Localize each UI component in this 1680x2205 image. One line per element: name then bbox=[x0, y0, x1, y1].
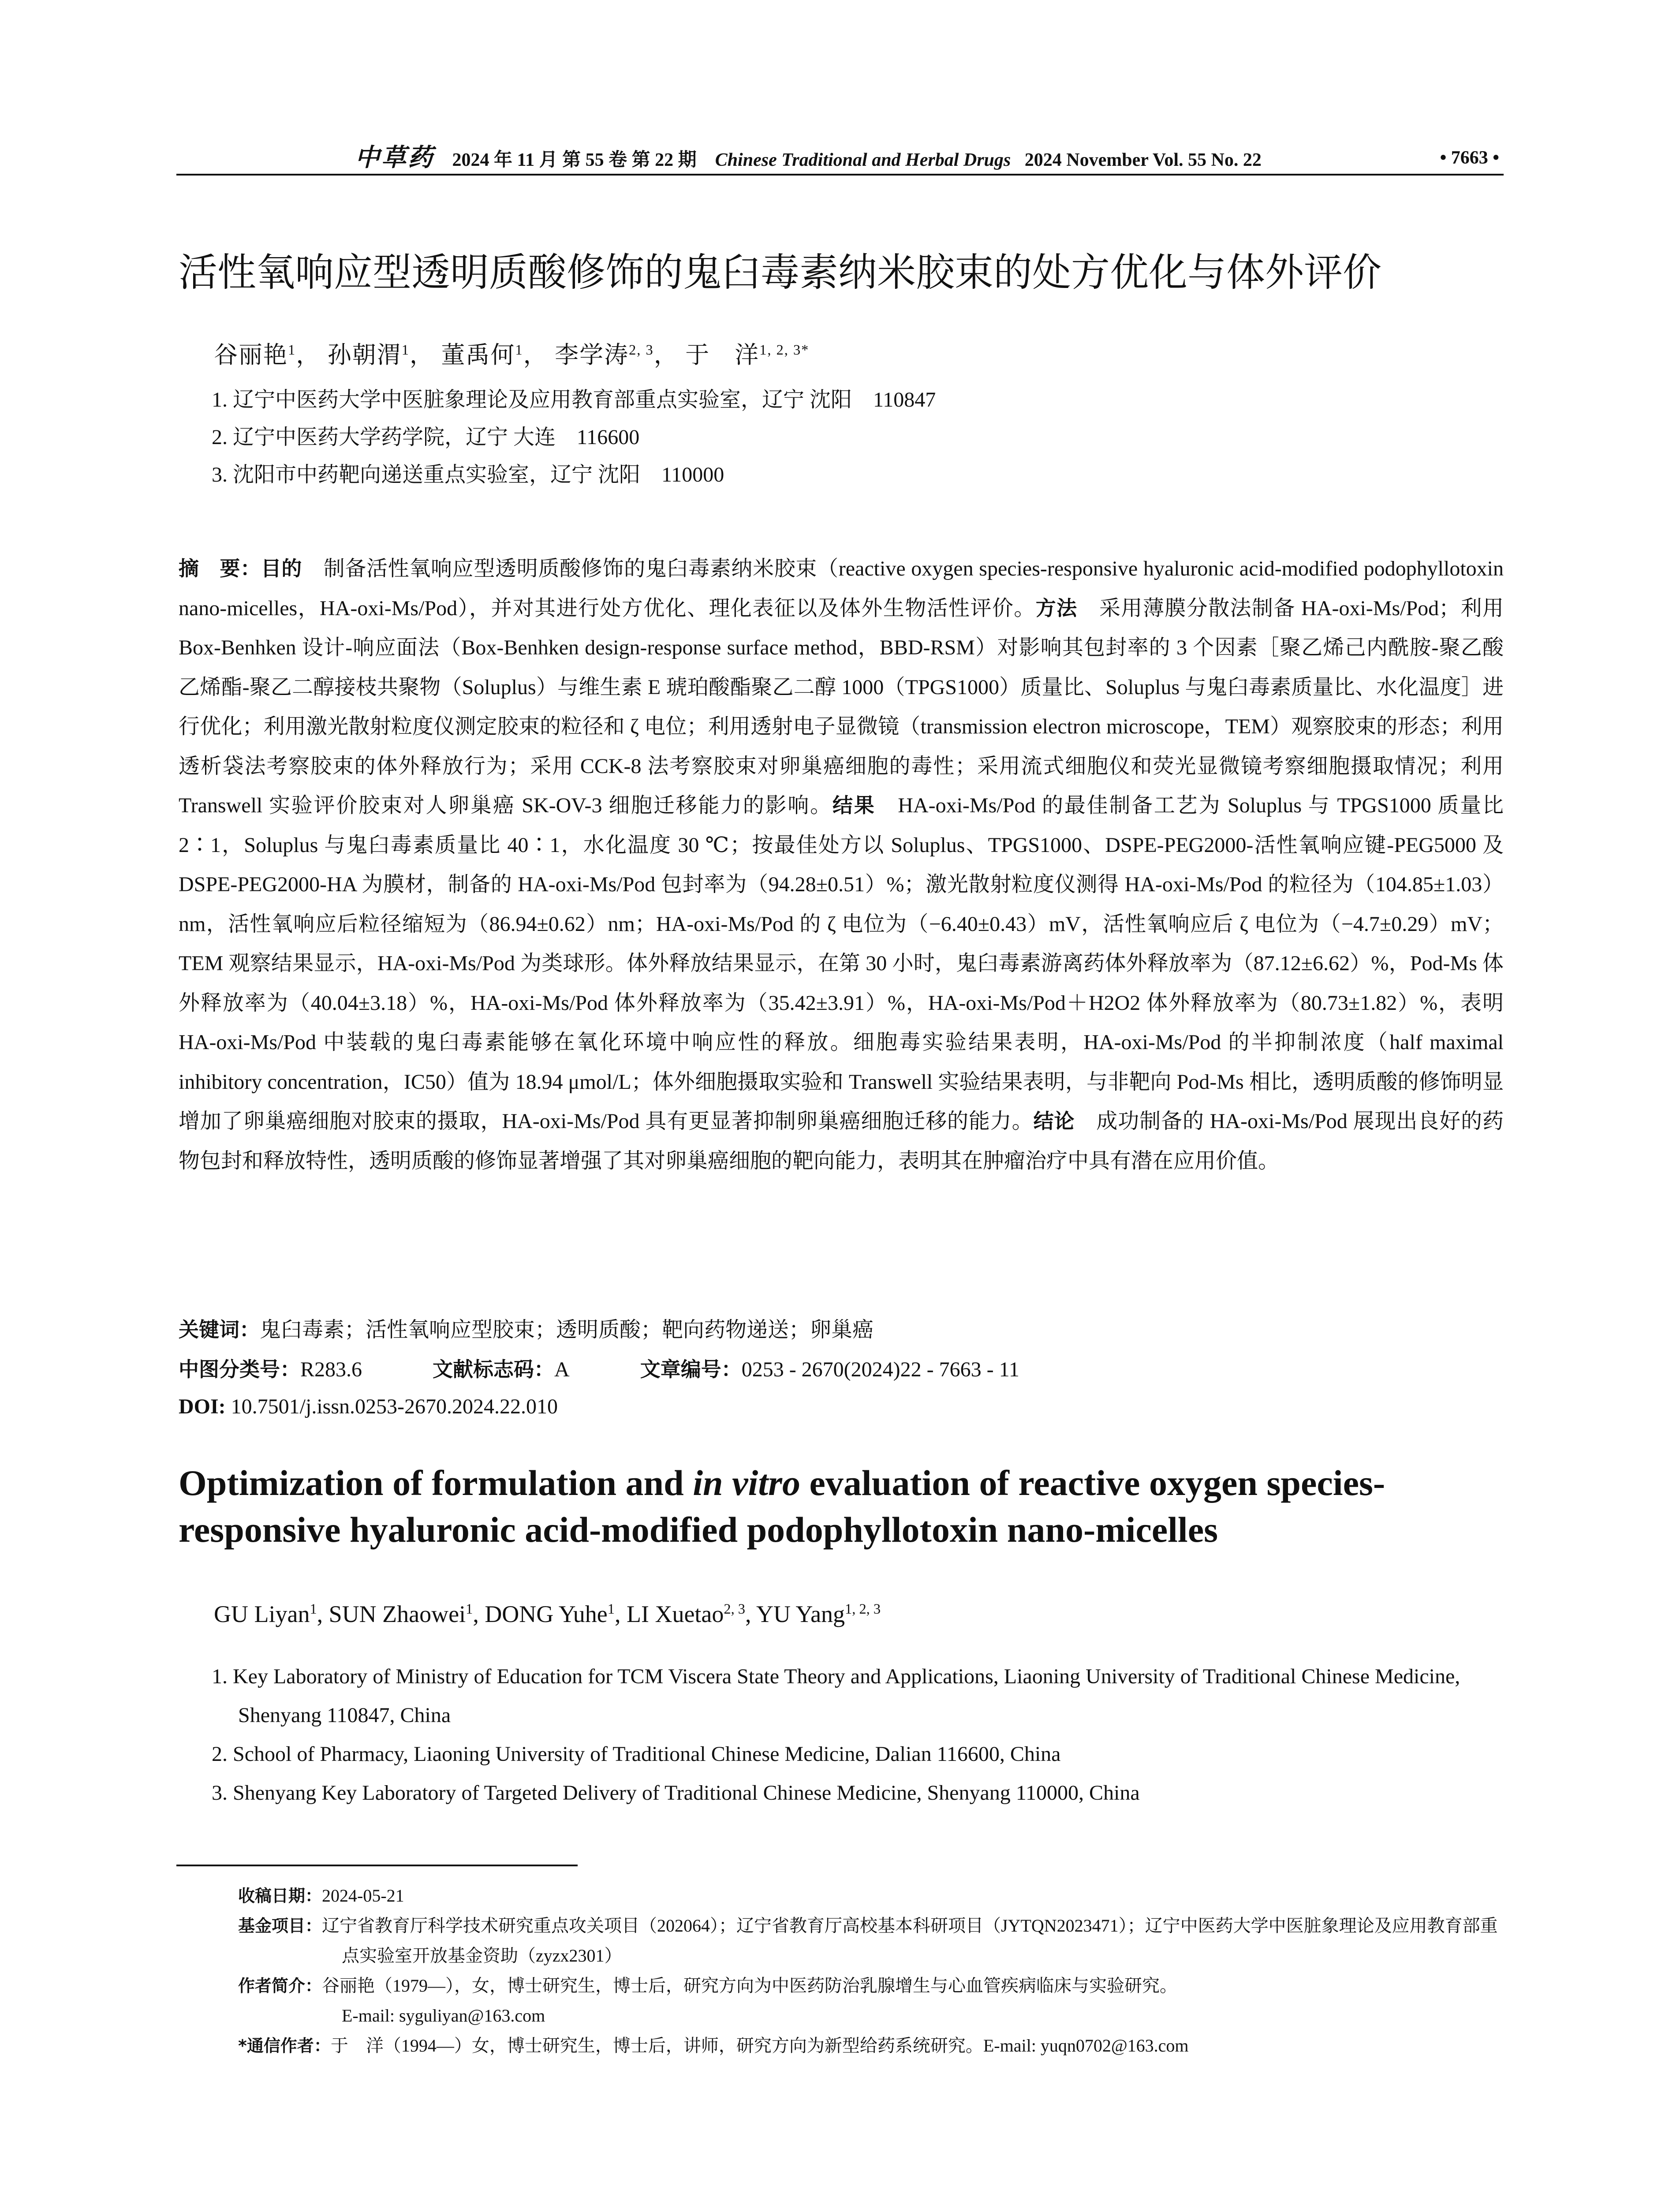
author-en: GU Liyan$^1$ bbox=[214, 1601, 317, 1627]
affiliation-en-3: 3. Shenyang Key Laboratory of Targeted Delivery of Traditional Chinese Medicine, Shenyang 110000, China bbox=[212, 1781, 1140, 1805]
author-cn: 董禹何$^1$ bbox=[441, 342, 523, 368]
authors-en: GU Liyan$^1$, SUN Zhaowei$^1$, DONG Yuhe$^1$, LI Xuetao$^{2, 3}$, YU Yang$^{1, 2, 3}$ bbox=[214, 1601, 881, 1627]
running-header bbox=[176, 140, 1504, 176]
author-email: E-mail: syguliyan@163.com bbox=[342, 2006, 545, 2026]
conclusion-text: 成功制备的 HA-oxi-Ms/Pod 展现出良好的药物包封和释放特性，透明质酸的修饰显著增强了其对卵巢癌细胞的靶向能力，表明其在肿瘤治疗中具有潜在应用价值。 bbox=[179, 1110, 1504, 1173]
doi-line: DOI: 10.7501/j.issn.0253-2670.2024.22.010 bbox=[179, 1395, 558, 1418]
issue-cn: 2024 年 11 月 第 55 卷 第 22 期 bbox=[452, 150, 697, 170]
footnote-divider bbox=[176, 1865, 578, 1866]
clc-number: R283.6 bbox=[300, 1358, 362, 1381]
journal-name-en: Chinese Traditional and Herbal Drugs bbox=[715, 150, 1011, 170]
issue-en: 2024 November Vol. 55 No. 22 bbox=[1024, 150, 1262, 170]
doi-value: 10.7501/j.issn.0253-2670.2024.22.010 bbox=[231, 1395, 558, 1418]
title-cn: 活性氧响应型透明质酸修饰的鬼臼毒素纳米胶束的处方优化与体外评价 bbox=[179, 250, 1382, 295]
affiliation-cn-3: 3. 沈阳市中药靶向递送重点实验室，辽宁 沈阳 110000 bbox=[212, 463, 724, 486]
results-label: 结果 bbox=[832, 793, 876, 817]
abstract-label: 摘 要： bbox=[179, 557, 261, 580]
keywords: 关键词：鬼臼毒素；活性氧响应型胶束；透明质酸；靶向药物递送；卵巢癌 bbox=[179, 1318, 874, 1342]
page-number: • 7663 • bbox=[1440, 148, 1499, 168]
affiliation-en-2: 2. School of Pharmacy, Liaoning University of Traditional Chinese Medicine, Dalian 116600, China bbox=[212, 1742, 1061, 1766]
objective-text: 制备活性氧响应型透明质酸修饰的鬼臼毒素纳米胶束（reactive oxygen species-responsive hyaluronic acid-modified podophyllotoxin nano-micelles，HA-oxi-Ms/Pod），并对其进行处方优化、理化表征以及体外生物活性评价。 bbox=[179, 557, 1504, 620]
article-number: 0253 - 2670(2024)22 - 7663 - 11 bbox=[741, 1358, 1019, 1381]
header-left bbox=[355, 140, 1262, 178]
results-text: HA-oxi-Ms/Pod 的最佳制备工艺为 Soluplus 与 TPGS1000 质量比 2∶1，Soluplus 与鬼臼毒素质量比 40∶1，水化温度 30 ℃；按最佳处方以 Soluplus、TPGS1000、DSPE-PEG2000-活性氧响应键-PEG5000 及 DSPE-PEG2000-HA 为膜材，制备的 HA-oxi-Ms/Pod 包封率为（94.28±0.51）%；激光散射粒度仪测得 HA-oxi-Ms/Pod 的粒径为（104.85±1.03）nm，活性氧响应后粒径缩短为（86.94±0.62）nm；HA-oxi-Ms/Pod 的 ζ 电位为（−6.40±0.43）mV，活性氧响应后 ζ 电位为（−4.7±0.29）mV；TEM 观察结果显示，HA-oxi-Ms/Pod 为类球形。体外释放结果显示，在第 30 小时，鬼臼毒素游离药体外释放率为（87.12±6.62）%，Pod-Ms 体外释放率为（40.04±3.18）%，HA-oxi-Ms/Pod 体外释放率为（35.42±3.91）%，HA-oxi-Ms/Pod＋H2O2 体外释放率为（80.73±1.82）%，表明 HA-oxi-Ms/Pod 中装载的鬼臼毒素能够在氧化环境中响应性的释放。细胞毒实验结果表明，HA-oxi-Ms/Pod 的半抑制浓度（half maximal inhibitory concentration，IC50）值为 18.94 μmol/L；体外细胞摄取实验和 Transwell 实验结果表明，与非靶向 Pod-Ms 相比，透明质酸的修饰明显增加了卵巢癌细胞对胶束的摄取，HA-oxi-Ms/Pod 具有更显著抑制卵巢癌细胞迁移的能力。 bbox=[179, 794, 1504, 1133]
objective-label: 目的 bbox=[261, 557, 302, 580]
keywords-value: 鬼臼毒素；活性氧响应型胶束；透明质酸；靶向药物递送；卵巢癌 bbox=[260, 1318, 874, 1342]
affiliation-cn-1: 1. 辽宁中医药大学中医脏象理论及应用教育部重点实验室，辽宁 沈阳 110847 bbox=[212, 388, 936, 411]
author-en: YU Yang$^{1, 2, 3}$ bbox=[756, 1601, 881, 1627]
affiliation-cn-2: 2. 辽宁中医药大学药学院，辽宁 大连 116600 bbox=[212, 426, 640, 449]
author-en: DONG Yuhe$^1$ bbox=[485, 1601, 615, 1627]
footnotes bbox=[238, 1881, 1504, 2061]
footnote-fund: 基金项目：辽宁省教育厅科学技术研究重点攻关项目（202064）；辽宁省教育厅高校基本科研项目（JYTQN2023471）；辽宁中医药大学中医脏象理论及应用教育部重点实验室开放基金资助（zyzx2301） bbox=[238, 1916, 1498, 1966]
journal-logo: 中草药 bbox=[355, 144, 434, 172]
footnote-author-bio: 作者简介：谷丽艳（1979—），女，博士研究生，博士后，研究方向为中医药防治乳腺增生与心血管疾病临床与实验研究。 E-mail: syguliyan@163.com bbox=[238, 1976, 1178, 2026]
abstract-cn bbox=[179, 549, 1504, 1181]
author-cn: 李学涛$^{2, 3}$ bbox=[555, 342, 654, 368]
author-cn: 孙朝渭$^1$ bbox=[327, 342, 410, 368]
author-cn: 谷丽艳$^1$ bbox=[214, 342, 296, 368]
author-en: LI Xuetao$^{2, 3}$ bbox=[626, 1601, 745, 1627]
methods-label: 方法 bbox=[1035, 596, 1078, 620]
author-en: SUN Zhaowei$^1$ bbox=[329, 1601, 473, 1627]
author-cn: 于 洋$^{1, 2, 3*}$ bbox=[685, 342, 810, 368]
title-en: Optimization of formulation and in vitro evaluation of reactive oxygen species-responsive hyaluronic acid-modified podophyllotoxin nano-micelles bbox=[179, 1463, 1385, 1550]
classification-line: 中图分类号：R283.6 文献标志码：A 文章编号：0253 - 2670(2024)22 - 7663 - 11 bbox=[179, 1357, 1019, 1381]
footnote-corresponding: *通信作者：于 洋（1994—）女，博士研究生，博士后，讲师，研究方向为新型给药系统研究。E-mail: yuqn0702@163.com bbox=[238, 2036, 1189, 2056]
doc-code: A bbox=[554, 1358, 570, 1381]
methods-text: 采用薄膜分散法制备 HA-oxi-Ms/Pod；利用 Box-Benhken 设计-响应面法（Box-Benhken design-response surface method，BBD-RSM）对影响其包封率的 3 个因素［聚乙烯己内酰胺-聚乙酸乙烯酯-聚乙二醇接枝共聚物（Soluplus）与维生素 E 琥珀酸酯聚乙二醇 1000（TPGS1000）质量比、Soluplus 与鬼臼毒素质量比、水化温度］进行优化；利用激光散射粒度仪测定胶束的粒径和 ζ 电位；利用透射电子显微镜（transmission electron microscope，TEM）观察胶束的形态；利用透析袋法考察胶束的体外释放行为；采用 CCK-8 法考察胶束对卵巢癌细胞的毒性；采用流式细胞仪和荧光显微镜考察细胞摄取情况；利用 Transwell 实验评价胶束对人卵巢癌 SK-OV-3 细胞迁移能力的影响。 bbox=[179, 596, 1504, 817]
authors-cn: 谷丽艳$^1$， 孙朝渭$^1$， 董禹何$^1$， 李学涛$^{2, 3}$， 于 洋$^{1, 2, 3*}$ bbox=[214, 342, 810, 368]
affiliation-en-1: 1. Key Laboratory of Ministry of Education for TCM Viscera State Theory and Applications, Liaoning University of Traditional Chinese Medicine, Shenyang 110847, China bbox=[212, 1665, 1460, 1727]
footnote-received: 收稿日期：2024-05-21 bbox=[238, 1886, 404, 1906]
conclusion-label: 结论 bbox=[1033, 1109, 1075, 1133]
